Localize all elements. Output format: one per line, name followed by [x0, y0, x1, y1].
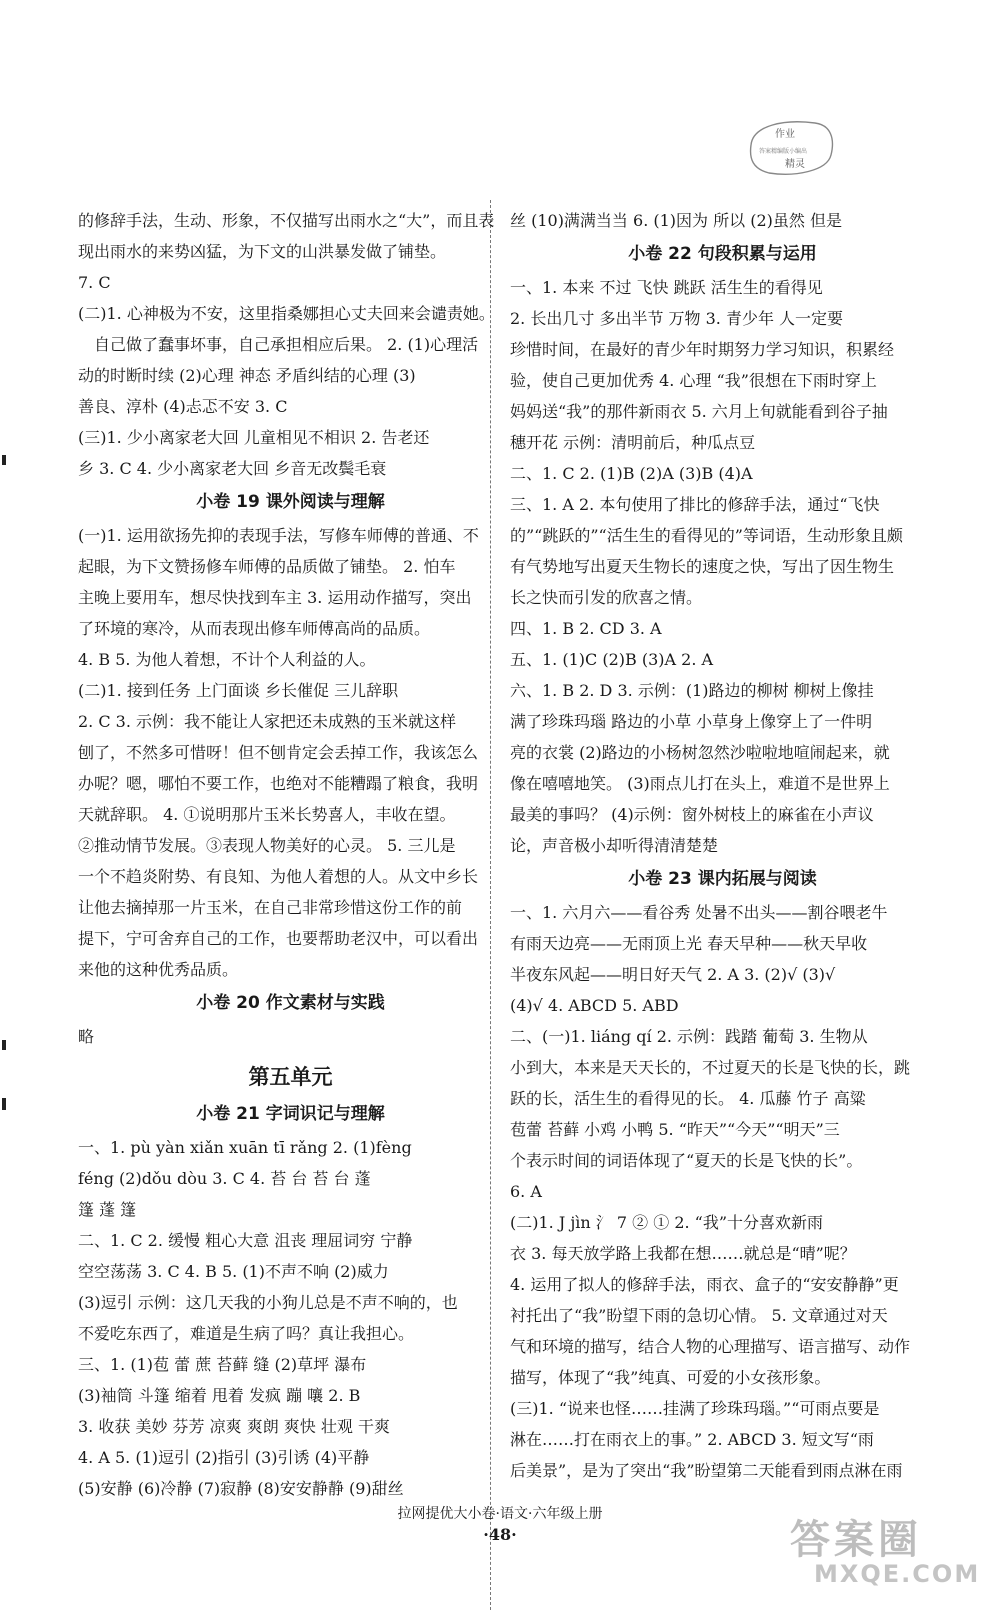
answer-line: (4)√ 4. ABCD 5. ABD — [510, 996, 679, 1015]
answer-line: 现出雨水的来势凶猛，为下文的山洪暴发做了铺垫。 — [78, 242, 447, 261]
watermark-logo — [790, 1508, 990, 1596]
answer-line: 后美景”，是为了突出“我”盼望第二天能看到雨点淋在雨 — [510, 1461, 903, 1480]
answer-line: 6. A — [510, 1182, 542, 1201]
answer-line: 2. 长出几寸 多出半节 万物 3. 青少年 人一定要 — [510, 309, 844, 328]
answer-line: 一、1. pù yàn xiǎn xuān tī rǎng 2. (1)fèng — [78, 1138, 412, 1157]
answer-line: (二)1. 接到任务 上门面谈 乡长催促 三儿辞职 — [78, 681, 399, 700]
answer-line: (二)1. 心神极为不安，这里指桑娜担心丈夫回来会谴责她。 — [78, 304, 495, 323]
answer-line: 个表示时间的词语体现了“夏天的长是飞快的长”。 — [510, 1151, 863, 1170]
answer-line: 自己做了蠢事坏事，自己承担相应后果。 2. (1)心理活 — [94, 335, 479, 354]
section-heading: 小卷 23 课内拓展与阅读 — [628, 869, 817, 889]
answer-line: 丝 (10)满满当当 6. (1)因为 所以 (2)虽然 但是 — [510, 211, 842, 230]
page-number: ·48· — [483, 1525, 517, 1544]
answer-line: (3)袖筒 斗篷 缩着 甩着 发疯 蹦 嚷 2. B — [78, 1386, 361, 1405]
right-column — [510, 205, 935, 1486]
answer-line: 4. 运用了拟人的修辞手法，雨衣、盒子的“安安静静”更 — [510, 1275, 899, 1294]
answer-line: 衣 3. 每天放学路上我都在想……就总是“晴”呢？ — [510, 1244, 856, 1263]
answer-line: 来他的这种优秀品质。 — [78, 960, 239, 979]
svg-text:答案精编版小编出: 答案精编版小编出 — [759, 148, 808, 155]
footer-book-title: 拉网提优大小卷·语文·六年级上册 — [397, 1506, 603, 1522]
section-heading: 小卷 20 作文素材与实践 — [196, 993, 385, 1013]
answer-line: 了环境的寒冷，从而表现出修车师傅高尚的品质。 — [78, 619, 431, 638]
answer-line: 篷 蓬 篷 — [78, 1200, 137, 1219]
answer-line: 一、1. 本来 不过 飞快 跳跃 活生生的看得见 — [510, 278, 823, 297]
answer-line: 3. 收获 美妙 芬芳 凉爽 爽朗 爽快 壮观 干爽 — [78, 1417, 390, 1436]
answer-line: 刨了，不然多可惜呀！但不刨肯定会丢掉工作，我该怎么 — [78, 743, 479, 762]
answer-line: ②推动情节发展。③表现人物美好的心灵。 5. 三儿是 — [78, 836, 456, 855]
section-heading: 小卷 21 字词识记与理解 — [196, 1104, 385, 1124]
scan-mark — [2, 455, 6, 465]
scan-mark — [2, 1098, 6, 1110]
watermark-main: 答案圈 — [790, 1517, 922, 1563]
answer-line: 不爱吃东西了，难道是生病了吗？真让我担心。 — [78, 1324, 415, 1343]
answer-line: 三、1. (1)苞 蕾 蔗 苔藓 缝 (2)草坪 瀑布 — [78, 1355, 367, 1374]
answer-line: 五、1. (1)C (2)B (3)A 2. A — [510, 650, 714, 669]
answer-line: 六、1. B 2. D 3. 示例：(1)路边的柳树 柳树上像挂 — [510, 681, 874, 700]
answer-line: 让他去摘掉那一片玉米，在自己非常珍惜这份工作的前 — [78, 898, 463, 917]
answer-line: 二、(一)1. liáng qí 2. 示例：践踏 葡萄 3. 生物从 — [510, 1027, 868, 1046]
scan-mark — [2, 1040, 6, 1050]
left-column — [78, 205, 503, 1504]
answer-line: 一、1. 六月六——看谷秀 处暑不出头——割谷喂老牛 — [510, 903, 888, 922]
answer-line: (三)1. 少小离家老大回 儿童相见不相识 2. 告老还 — [78, 428, 430, 447]
answer-line: 起眼，为下文赞扬修车师傅的品质做了铺垫。 2. 怕车 — [78, 557, 456, 576]
answer-line: 2. C 3. 示例：我不能让人家把还未成熟的玉米就这样 — [78, 712, 457, 731]
answer-line: 7. C — [78, 273, 111, 292]
answer-line: (3)逗引 示例：这几天我的小狗儿总是不声不响的，也 — [78, 1293, 458, 1312]
answer-line: 善良、淳朴 (4)忐忑不安 3. C — [78, 397, 288, 416]
svg-text:作业: 作业 — [775, 129, 795, 140]
answer-line: 跃的长，活生生的看得见的长。 4. 瓜藤 竹子 高粱 — [510, 1089, 866, 1108]
unit-heading: 第五单元 — [248, 1065, 333, 1089]
answer-line: 主晚上要用车，想尽快找到车主 3. 运用动作描写，突出 — [78, 588, 472, 607]
svg-text:精灵: 精灵 — [785, 159, 805, 170]
answer-line: 略 — [78, 1027, 95, 1046]
answer-line: 气和环境的描写，结合人物的心理描写、语言描写、动作 — [510, 1337, 911, 1356]
answer-line: 空空荡荡 3. C 4. B 5. (1)不声不响 (2)威力 — [78, 1262, 389, 1281]
answer-line: 四、1. B 2. CD 3. A — [510, 619, 662, 638]
answer-line: 小到大，本来是天天长的，不过夏天的长是飞快的长，跳 — [510, 1058, 911, 1077]
watermark-sub: MXQE.COM — [814, 1560, 981, 1588]
answer-line: (二)1. J jìn 氵 7 ② ① 2. “我”十分喜欢新雨 — [510, 1213, 824, 1232]
section-heading: 小卷 19 课外阅读与理解 — [196, 492, 385, 512]
answer-line: 有气势地写出夏天生物长的速度之快，写出了因生物生 — [510, 557, 895, 576]
answer-line: 动的时断时续 (2)心理 神态 矛盾纠结的心理 (3) — [78, 366, 416, 385]
answer-line: 办呢？嗯，哪怕不要工作，也绝对不能糟蹋了粮食，我明 — [78, 774, 479, 793]
answer-line: féng (2)dǒu dòu 3. C 4. 苔 台 苔 台 蓬 — [78, 1169, 371, 1188]
answer-line: 一个不趋炎附势、有良知、为他人着想的人。从文中乡长 — [78, 867, 479, 886]
answer-line: 长之快而引发的欣喜之情。 — [510, 588, 703, 607]
answer-line: 有雨天边亮——无雨顶上光 春天早种——秋天早收 — [510, 934, 868, 953]
answer-line: 半夜东风起——明日好天气 2. A 3. (2)√ (3)√ — [510, 965, 836, 984]
answer-line: 的”“跳跃的”“活生生的看得见的”等词语，生动形象且颇 — [510, 526, 903, 545]
answer-line: (5)安静 (6)冷静 (7)寂静 (8)安安静静 (9)甜丝 — [78, 1479, 404, 1498]
answer-line: 穗开花 示例：清明前后，种瓜点豆 — [510, 433, 756, 452]
answer-line: 淋在……打在雨衣上的事。” 2. ABCD 3. 短文写“雨 — [510, 1430, 874, 1449]
answer-line: 满了珍珠玛瑙 路边的小草 小草身上像穿上了一件明 — [510, 712, 873, 731]
answer-line: 三、1. A 2. 本句使用了排比的修辞手法，通过“飞快 — [510, 495, 880, 514]
answer-line: 亮的衣裳 (2)路边的小杨树忽然沙啦啦地喧闹起来，就 — [510, 743, 890, 762]
answer-line: 提下，宁可舍弃自己的工作，也要帮助老汉中，可以看出 — [78, 929, 479, 948]
answer-line: 最美的事吗？ (4)示例：窗外树枝上的麻雀在小声议 — [510, 805, 874, 824]
answer-line: 4. A 5. (1)逗引 (2)指引 (3)引诱 (4)平静 — [78, 1448, 370, 1467]
answer-line: 珍惜时间，在最好的青少年时期努力学习知识，积累经 — [510, 340, 895, 359]
answer-line: 二、1. C 2. 缓慢 粗心大意 沮丧 理屈词穷 宁静 — [78, 1231, 413, 1250]
answer-line: (三)1. “说来也怪……挂满了珍珠玛瑙。”“可雨点要是 — [510, 1399, 880, 1418]
answer-line: 验，使自己更加优秀 4. 心理 “我”很想在下雨时穿上 — [510, 371, 877, 390]
answer-line: 乡 3. C 4. 少小离家老大回 乡音无改鬓毛衰 — [78, 459, 387, 478]
answer-line: 论，声音极小却听得清清楚楚 — [510, 836, 719, 855]
answer-line: 天就辞职。 4. ①说明那片玉米长势喜人，丰收在望。 — [78, 805, 456, 824]
stamp-logo — [745, 115, 837, 179]
answer-line: 妈妈送“我”的那件新雨衣 5. 六月上旬就能看到谷子抽 — [510, 402, 888, 421]
answer-line: 衬托出了“我”盼望下雨的急切心情。 5. 文章通过对天 — [510, 1306, 888, 1325]
answer-line: 二、1. C 2. (1)B (2)A (3)B (4)A — [510, 464, 753, 483]
answer-line: 的修辞手法，生动、形象，不仅描写出雨水之“大”，而且表 — [78, 211, 495, 230]
answer-line: (一)1. 运用欲扬先抑的表现手法，写修车师傅的普通、不 — [78, 526, 479, 545]
answer-line: 像在嘻嘻地笑。 (3)雨点儿打在头上，难道不是世界上 — [510, 774, 890, 793]
answer-line: 4. B 5. 为他人着想，不计个人利益的人。 — [78, 650, 376, 669]
section-heading: 小卷 22 句段积累与运用 — [628, 244, 817, 264]
answer-line: 描写，体现了“我”纯真、可爱的小女孩形象。 — [510, 1368, 831, 1387]
answer-line: 苞蕾 苔藓 小鸡 小鸭 5. “昨天”“今天”“明天”三 — [510, 1120, 840, 1139]
